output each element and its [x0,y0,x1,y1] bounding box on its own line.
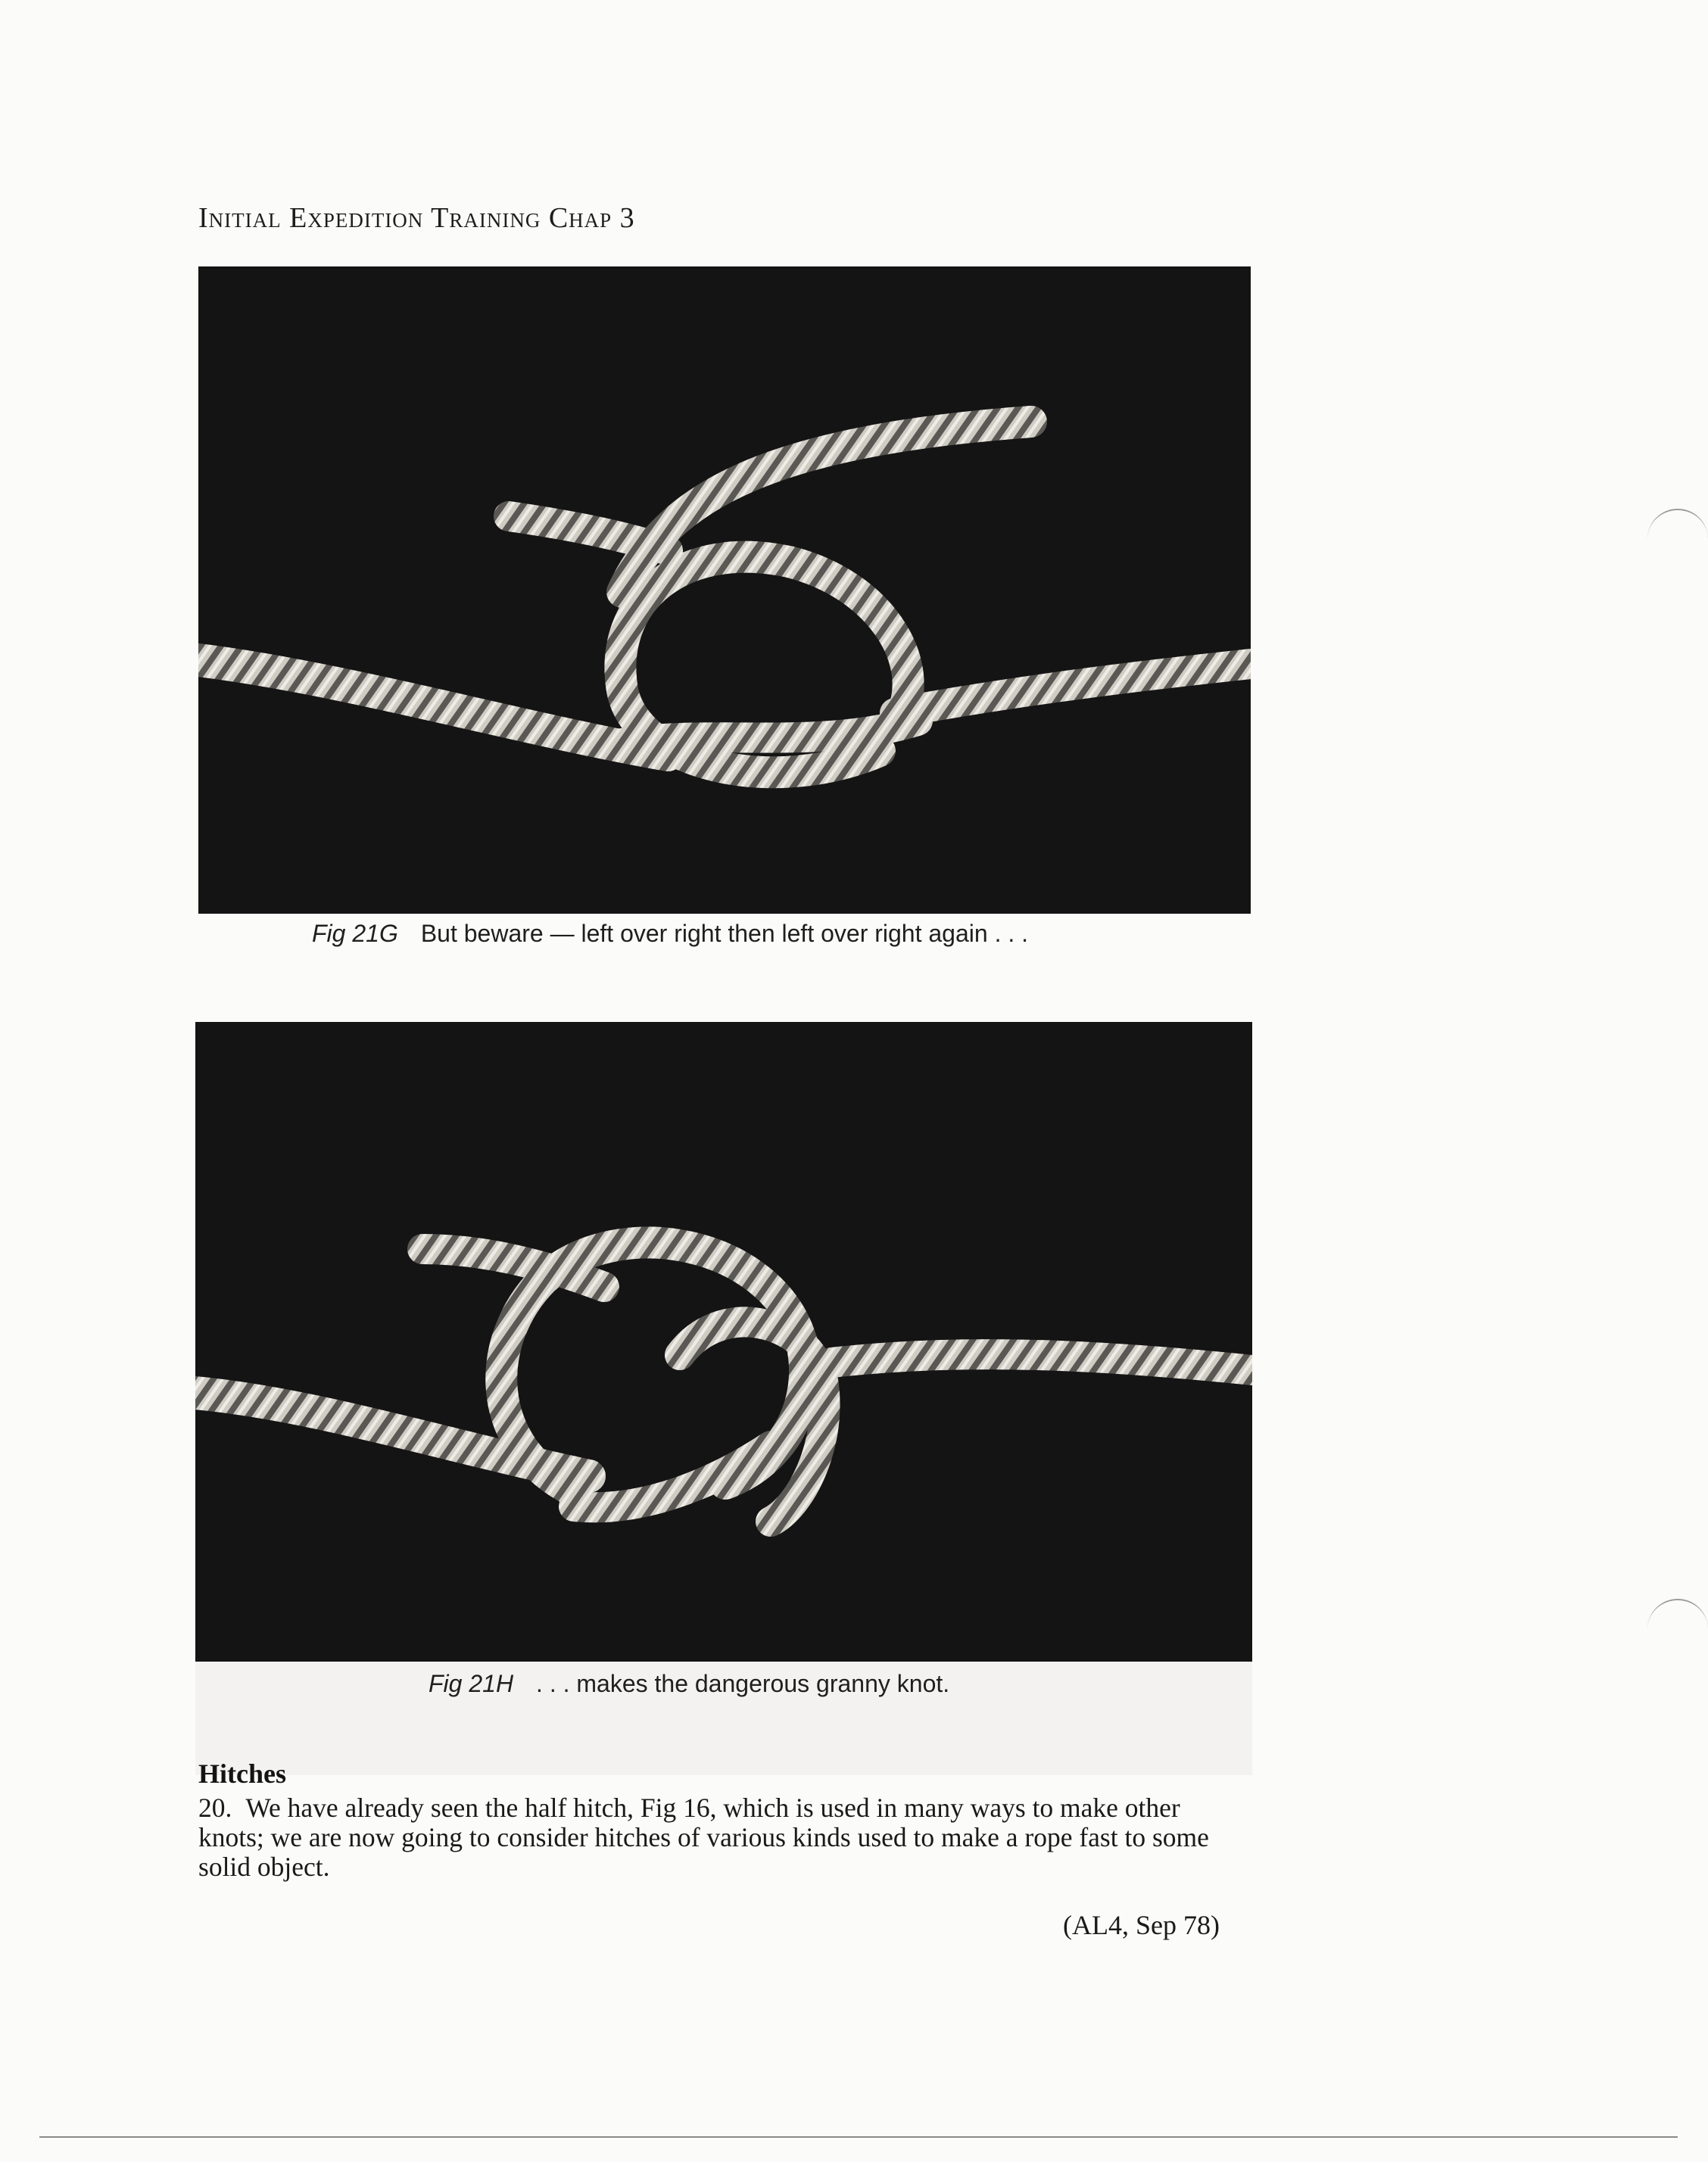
granny-knot-illustration [195,1022,1252,1662]
figure-21g-caption [312,920,1028,948]
binder-hole-mark [1647,1599,1708,1631]
rope-knot-illustration [198,266,1251,914]
figure-21g-photo [198,266,1251,914]
page-bottom-edge [39,2136,1678,2138]
figure-21g-caption-text: But beware — left over right then left over right again . . . [420,920,1029,947]
running-head: Initial Expedition Training Chap 3 [198,202,635,234]
body-paragraph [198,1793,1252,1882]
amendment-note: (AL4, Sep 78) [1063,1910,1220,1940]
figure-21h-caption [429,1670,949,1698]
figure-21h-caption-text: . . . makes the dangerous granny knot. [536,1670,950,1697]
figure-21g-id: Fig 21G [312,920,398,947]
binder-hole-mark [1647,509,1708,540]
section-heading: Hitches [198,1759,286,1789]
figure-21h-id: Fig 21H [429,1670,514,1697]
paragraph-text: We have already seen the half hitch, Fig 16, which is used in many ways to make other knots; we are now going to consider hitches of various kinds used to make a rope fast to some solid object. [198,1793,1209,1882]
figure-21h-photo [195,1022,1252,1662]
paragraph-number: 20. [198,1793,232,1823]
